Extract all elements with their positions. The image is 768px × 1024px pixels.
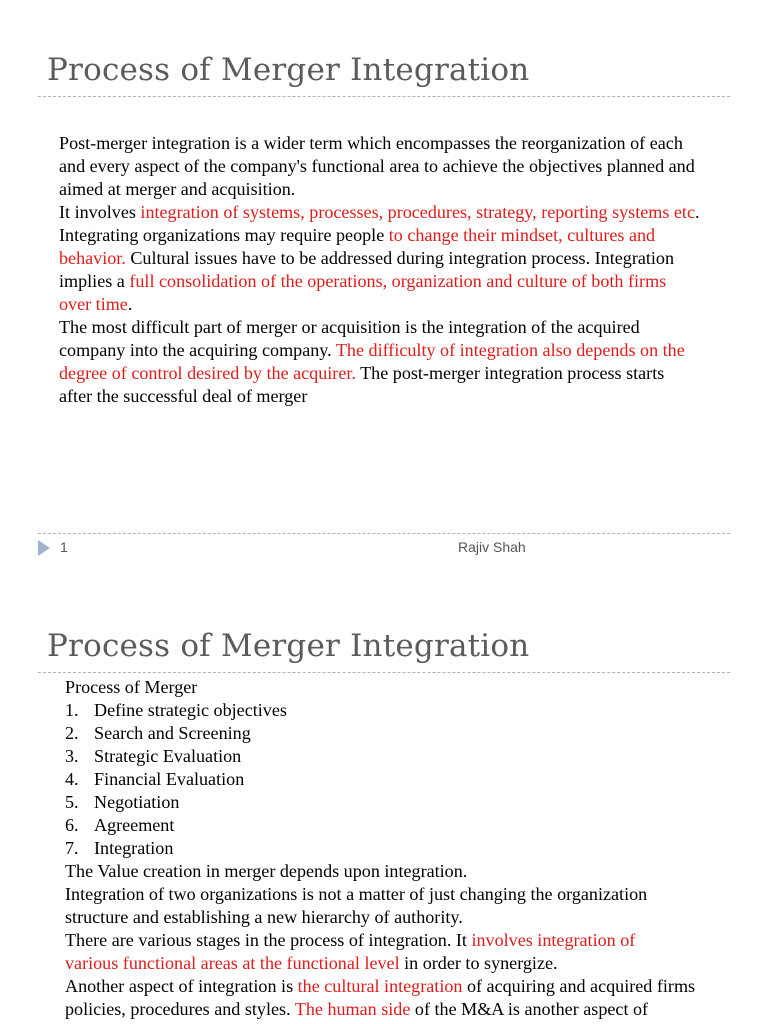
list-item-text: Financial Evaluation xyxy=(94,769,245,789)
slide-body xyxy=(59,132,700,408)
text-line xyxy=(59,316,700,339)
list-item-text: Negotiation xyxy=(94,792,180,812)
list-heading: Process of Merger xyxy=(65,677,198,697)
list-item-number: 6. xyxy=(65,815,79,835)
body-text: The Value creation in merger depends upon integration. xyxy=(65,861,468,881)
footer-divider xyxy=(38,533,730,534)
highlight-text: to change their mindset, cultures and xyxy=(388,225,656,245)
text-line xyxy=(65,975,695,998)
body-text: after the successful deal of merger xyxy=(59,386,308,406)
body-text: structure and establishing a new hierarchy of authority. xyxy=(65,907,463,927)
list-item-text: Define strategic objectives xyxy=(94,700,287,720)
body-text: implies a xyxy=(59,271,130,291)
slide-title: Process of Merger Integration xyxy=(47,628,530,664)
text-line xyxy=(59,270,700,293)
highlight-text: behavior. xyxy=(59,248,126,268)
text-line xyxy=(65,883,695,906)
list-item-number: 2. xyxy=(65,723,79,743)
text-line xyxy=(59,362,700,385)
highlight-text: The human side xyxy=(294,999,411,1019)
body-text: The most difficult part of merger or acquisition is the integration of the acquired xyxy=(59,317,640,337)
text-line xyxy=(59,224,700,247)
list-item xyxy=(65,722,695,745)
text-line xyxy=(59,293,700,316)
text-line xyxy=(59,201,700,224)
list-item xyxy=(65,768,695,791)
text-line xyxy=(65,952,695,975)
list-item-number: 3. xyxy=(65,746,79,766)
text-line xyxy=(65,860,695,883)
highlight-text: full consolidation of the operations, organization and culture of both firms xyxy=(129,271,667,291)
list-item-number: 1. xyxy=(65,700,79,720)
highlight-text: involves integration of xyxy=(471,930,636,950)
list-item xyxy=(65,699,695,722)
highlight-text: the cultural integration xyxy=(297,976,463,996)
slide-2 xyxy=(0,576,768,1024)
body-text: Another aspect of integration is xyxy=(65,976,298,996)
list-item-text: Strategic Evaluation xyxy=(94,746,242,766)
body-text: aimed at merger and acquisition. xyxy=(59,179,296,199)
list-item xyxy=(65,745,695,768)
body-text: Post-merger integration is a wider term which encompasses the reorganization of each xyxy=(59,133,683,153)
text-line xyxy=(65,906,695,929)
list-item-number: 4. xyxy=(65,769,79,789)
body-text: The post-merger integration process starts xyxy=(355,363,665,383)
list-item xyxy=(65,791,695,814)
text-line xyxy=(59,247,700,270)
list-item-number: 5. xyxy=(65,792,79,812)
highlight-text: integration of systems, processes, procedures, strategy, reporting systems etc xyxy=(140,202,695,222)
slide-body xyxy=(65,676,695,1021)
list-item-text: Integration xyxy=(94,838,174,858)
steps-list xyxy=(65,699,695,860)
body-text: . xyxy=(694,202,700,222)
list-item-text: Search and Screening xyxy=(94,723,251,743)
text-line xyxy=(65,929,695,952)
body-text: There are various stages in the process of integration. It xyxy=(65,930,472,950)
body-paragraphs xyxy=(65,860,695,1021)
title-divider xyxy=(38,672,730,673)
body-text: and every aspect of the company's functional area to achieve the objectives planned and xyxy=(59,156,695,176)
body-text: company into the acquiring company. xyxy=(59,340,336,360)
highlight-text: over time xyxy=(59,294,128,314)
body-text: . xyxy=(127,294,133,314)
body-text: It involves xyxy=(59,202,141,222)
slide-title: Process of Merger Integration xyxy=(47,52,530,88)
footer-author: Rajiv Shah xyxy=(458,539,526,555)
highlight-text: The difficulty of integration also depends on the xyxy=(335,340,685,360)
body-text: in order to synergize. xyxy=(399,953,558,973)
body-text: Integrating organizations may require people xyxy=(59,225,389,245)
list-item-text: Agreement xyxy=(94,815,175,835)
body-text: of the M&A is another aspect of xyxy=(410,999,649,1019)
list-item xyxy=(65,814,695,837)
body-text: policies, procedures and styles. xyxy=(65,999,295,1019)
text-line xyxy=(59,155,700,178)
text-line xyxy=(59,339,700,362)
title-divider xyxy=(38,96,730,97)
body-text: Cultural issues have to be addressed during integration process. Integration xyxy=(125,248,675,268)
highlight-text: degree of control desired by the acquirer. xyxy=(59,363,356,383)
body-text: of acquiring and acquired firms xyxy=(462,976,696,996)
text-line xyxy=(59,385,700,408)
text-line xyxy=(65,998,695,1021)
text-line xyxy=(59,178,700,201)
body-text: Integration of two organizations is not a matter of just changing the organization xyxy=(65,884,648,904)
highlight-text: various functional areas at the functional level xyxy=(65,953,400,973)
list-item xyxy=(65,837,695,860)
text-line xyxy=(59,132,700,155)
list-item-number: 7. xyxy=(65,838,79,858)
page-number: 1 xyxy=(60,539,68,555)
slide-arrow-icon xyxy=(38,540,50,556)
